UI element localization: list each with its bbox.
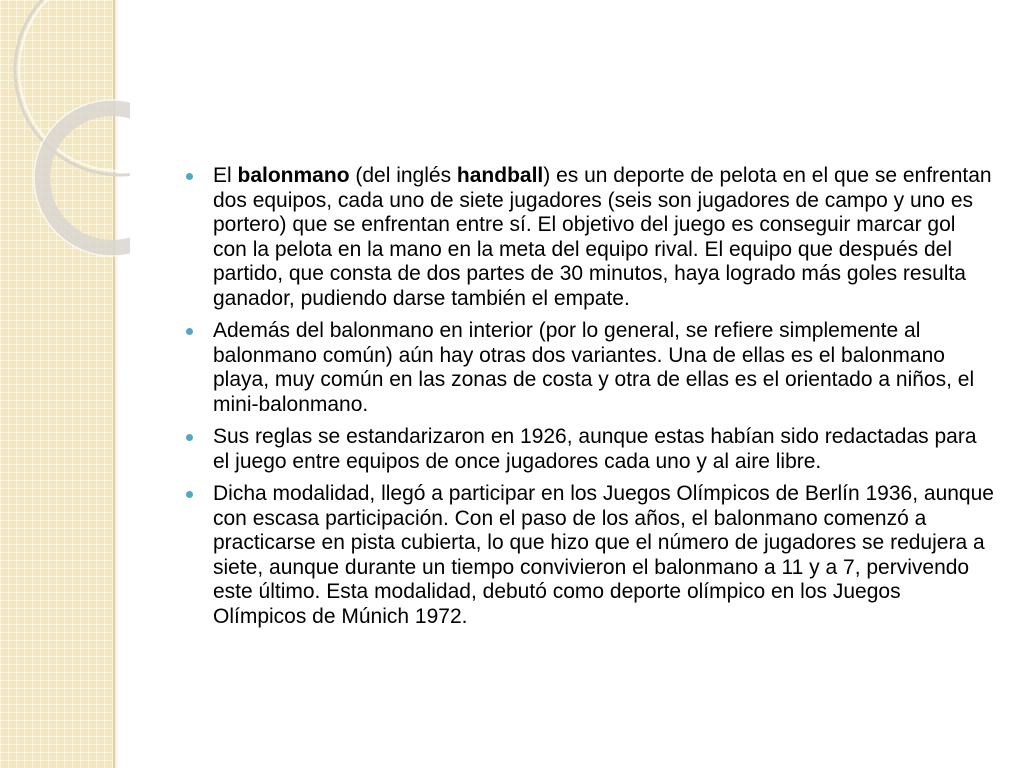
bullet-item xyxy=(186,164,994,311)
decorative-ring-large xyxy=(15,0,130,175)
bullet-icon xyxy=(186,328,193,335)
bullet-item xyxy=(186,425,994,474)
bullet-item xyxy=(186,319,994,417)
bullet-list xyxy=(186,164,994,629)
bullet-icon xyxy=(186,434,193,441)
bold-term-balonmano: balonmano xyxy=(237,164,350,187)
decorative-rings xyxy=(0,0,130,260)
bold-term-handball: handball xyxy=(456,164,544,187)
bullet-item xyxy=(186,482,994,629)
bullet-icon xyxy=(186,173,193,180)
slide-content xyxy=(186,164,994,637)
bullet-icon xyxy=(186,491,193,498)
bullet-text: Dicha modalidad, llegó a participar en los Juegos Olímpicos de Berlín 1936, aunque con escasa participación. Con el paso de los años, el balonmano comenzó a practicarse en pista cubierta, lo que hizo que el número de jugadores se redujera a siete, aunque durante un tiempo convivieron el balonmano a 11 y a 7, pervivendo este último. Esta modalidad, debutó como deporte olímpico en los Juegos Olímpicos de Múnich 1972. xyxy=(213,482,994,628)
bullet-text: Además del balonmano en interior (por lo general, se refiere simplemente al balonmano común) aún hay otras dos variantes. Una de ellas es el balonmano playa, muy común en las zonas de costa y otra de ellas es el orientado a niños, el mini-balonmano. xyxy=(213,319,975,416)
bullet-text: Sus reglas se estandarizaron en 1926, aunque estas habían sido redactadas para el juego entre equipos de once jugadores cada uno y al aire libre. xyxy=(213,425,977,473)
bullet-text: El balonmano (del inglés handball) es un deporte de pelota en el que se enfrentan dos equipos, cada uno de siete jugadores (seis son jugadores de campo y uno es portero) que se enfrentan entre sí. El objetivo del juego es conseguir marcar gol con la pelota en la mano en la meta del equipo rival. El equipo que después del partido, que consta de dos partes de 30 minutos, haya logrado más goles resulta ganador, pudiendo darse también el empate. xyxy=(213,164,992,310)
decorative-ring-small xyxy=(42,108,130,248)
